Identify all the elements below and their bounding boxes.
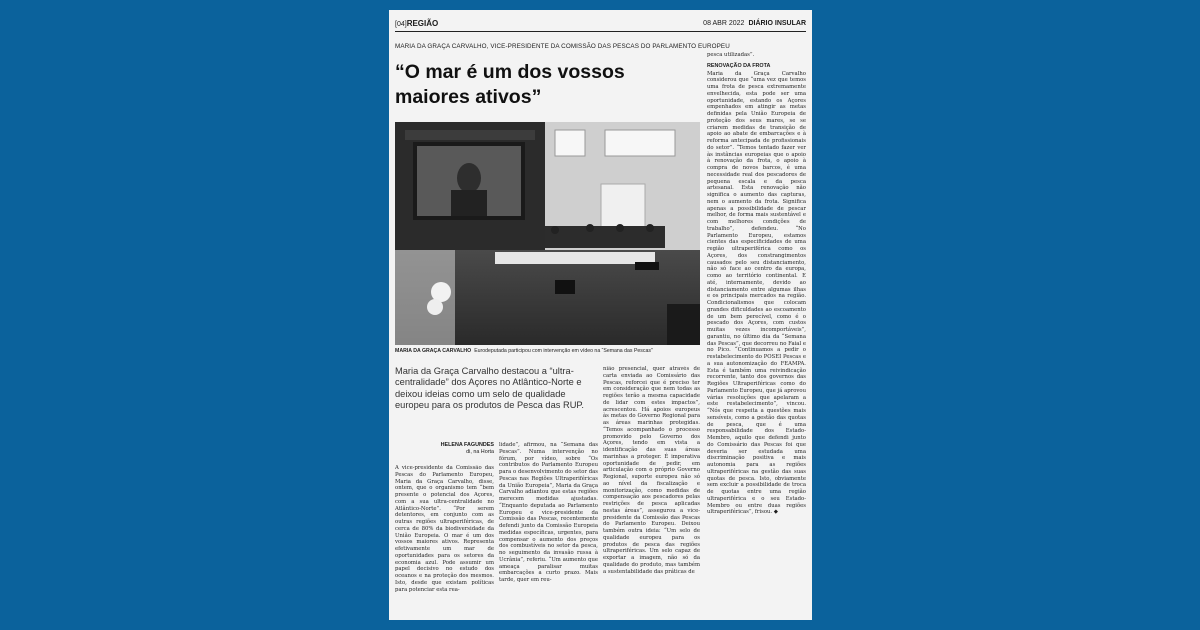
column-4-intro: pesca utilizadas”. (707, 52, 755, 58)
page-number: [04] (395, 20, 407, 28)
article-photo (395, 122, 700, 345)
article-lead: Maria da Graça Carvalho destacou a “ultra-centralidade” dos Açores no Atlântico-Norte e deixou ideias como um selo de qualidade europeu para os produtos de Pesca das RUP. (395, 366, 584, 411)
section-name: REGIÃO (406, 18, 439, 28)
newspaper-page (389, 10, 812, 620)
article-column-2 (499, 442, 598, 617)
article-column-4 (707, 52, 806, 617)
issue-date: 08 ABR 2022 (703, 19, 745, 27)
section-label (395, 19, 438, 28)
article-kicker: MARIA DA GRAÇA CARVALHO, VICE-PRESIDENTE DA COMISSÃO DAS PESCAS DO PARLAMENTO EUROPEU (395, 43, 730, 50)
byline (395, 442, 494, 456)
article-column-3 (603, 366, 700, 617)
article-column-1 (395, 465, 494, 617)
subheading-renovacao: RENOVAÇÃO DA FROTA (707, 62, 771, 69)
author-name: HELENA FAGUNDES (440, 442, 494, 448)
article-title: “O mar é um dos vossos maiores ativos” (395, 61, 625, 108)
publication-name: DIÁRIO INSULAR (748, 19, 806, 27)
photo-caption (395, 348, 700, 354)
photo-caption-name: MARIA DA GRAÇA CARVALHO (395, 348, 472, 354)
header-rule (395, 31, 806, 32)
header-right (703, 20, 806, 27)
photo-caption-text: Eurodeputada participou com intervenção em vídeo na “Semana das Pescas” (474, 348, 653, 354)
author-location: di, na Horta (466, 449, 494, 455)
auditorium-photo-illustration (395, 122, 700, 345)
column-4-body (707, 71, 806, 517)
column-3-text: nião presencial, quer através de carta enviada ao Comissário das Pescas, reforcei que é preciso ter em consideração que nem todas as regiões terão a mesma capacidade de lidar com estes impactos”, acrescentou. Há apoios europeus às metas do Governo Regional para as áreas marinhas protegidas. “Temos acompanhado o processo promovido pelo Governo dos Açores, tendo em vista a identificação das suas áreas marinhas a proteger. É imperativa oportunidade de pedir, em articulação com o próprio Governo Regional, suporte europeu não só ao nível da fiscalização e monitorização, como medidas de compensação aos pescadores pelas restrições de pesca aplicadas nestas áreas”, assegurou a vice-presidente da Comissão das Pescas do Parlamento Europeu. Deixou também outra ideia: “Um selo de qualidade europeu para os produtos de pesca das regiões ultraperiféricas. Um selo capaz de exportar a imagem, não só da qualidade do produto, mas também a sustentabilidade das práticas de (603, 366, 700, 575)
column-2-text: lidade”, afirmou, na “Semana das Pescas”. Numa intervenção no fórum, por vídeo, sobre “Os contributos do Parlamento Europeu para o desenvolvimento do setor das Pescas nas Regiões Ultraperiféricas da União Europeia”, Maria da Graça Carvalho adiantou que estas regiões merecem medidas ajustadas. “Enquanto deputada ao Parlamento Europeu e vice-presidente da Comissão das Pescas, recentemente defendi junto da Comissão Europeia medidas específicas, urgentes, para compensar o aumento dos preços dos combustíveis no setor da pesca, no seguimento da invasão russa à Ucrânia”, referiu. “Um aumento que ameaça paralisar muitas embarcações a curto prazo. Mais tarde, quer em reu- (499, 442, 598, 583)
page-header (395, 16, 806, 30)
end-mark-icon: ◆ (773, 509, 779, 516)
column-1-text: A vice-presidente da Comissão das Pescas do Parlamento Europeu, Maria da Graça Carvalho, disse, ontem, que o organismo tem “bem presente o potencial dos Açores, com a sua ultra-centralidade no Atlântico-Norte”. “Por serem detentores, em conjunto com as outras regiões ultraperiféricas, de cerca de 80% da biodiversidade da União Europeia. O mar é um dos vossos maiores ativos. Representa efetivamente um mar de oportunidades para os setores da economia azul. Pode assumir um papel decisivo no estudo dos oceanos e na proteção dos mesmos. Isto, desde que existam políticas para potenciar esta rea- (395, 465, 494, 593)
column-4-body-text: Maria da Graça Carvalho considerou que “uma vez que temos uma frota de pesca extremamente envelhecida, esta pode ser uma oportunidade, estando os Açores empenhados em atingir as metas definidas pela União Europeia de proteção dos seus mares, se se criarem medidas de transição de apoio ao abate de embarcações e à reforma antecipada de profissionais do setor”. “Temos tentado fazer ver às instâncias europeias que o apoio à renovação da frota, o apoio à compra de novos barcos, é uma necessidade real dos pescadores de pequena escala e da pesca artesanal. Esta renovação não significa o aumento das capturas, nem o aumento da frota. Significa apenas a possibilidade de pescar melhor, de forma mais sustentável e com melhores condições de trabalho”, defendeu. “No Parlamento Europeu, estamos cientes das especificidades de uma região ultraperiférica como os Açores, dos constrangimentos causados pelo seu distanciamento, não só face ao centro da europa, como ao território continental. E até, internamente, devido ao distanciamento entre algumas ilhas e os principais mercados na região. Condicionalismos que colocam grandes dificuldades ao escoamento de um bem perecível, como é o pescado dos Açores, com custos muitas vezes incomportáveis”, garantiu, no último dia da “Semana das Pescas”, que decorreu no Faial e no Pico. “Continuamos a pedir o restabelecimento do POSEI Pescas e a sua autonomização do FEAMPA. Esta é também uma reivindicação recorrente, tanto dos governos das Regiões Ultraperiféricas como do Parlamento Europeu, que já aprovou várias resoluções que apelaram a este restabelecimento”, vincou. “Nós que respeita a questões mais sensíveis, como a gestão das quotas de pesca, que é uma responsabilidade dos Estado-Membro, aquilo que defendi junto do Comissário das Pescas foi que deveria ser estudada uma discriminação positiva e mais autonomia para as regiões ultraperiféricas na gestão das suas quotas de pesca. Isto, obviamente sem excluir a possibilidade de troca de quotas entre uma região ultraperiférica e o seu Estado-Membro ou entre duas regiões ultraperiféricas”, frisou. (707, 70, 806, 516)
